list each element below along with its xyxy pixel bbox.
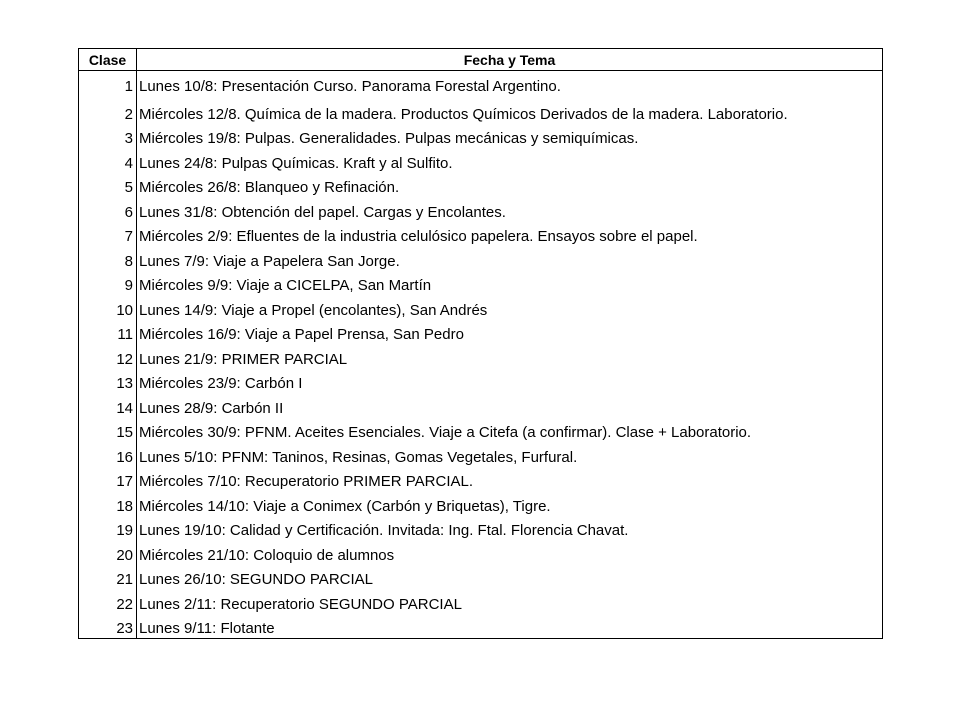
class-topic: Miércoles 23/9: Carbón I (137, 369, 883, 394)
class-number: 4 (79, 148, 137, 173)
table-header (79, 49, 883, 71)
class-number: 12 (79, 344, 137, 369)
table-row (79, 442, 883, 467)
table-row (79, 124, 883, 149)
class-topic: Lunes 24/8: Pulpas Químicas. Kraft y al Sulfito. (137, 148, 883, 173)
table-row (79, 197, 883, 222)
class-number: 15 (79, 418, 137, 443)
table-row (79, 418, 883, 443)
class-topic: Miércoles 2/9: Efluentes de la industria celulósico papelera. Ensayos sobre el papel. (137, 222, 883, 247)
table-row (79, 565, 883, 590)
class-topic: Miércoles 12/8. Química de la madera. Productos Químicos Derivados de la madera. Laboratorio. (137, 96, 883, 124)
class-topic: Miércoles 9/9: Viaje a CICELPA, San Martín (137, 271, 883, 296)
class-number: 5 (79, 173, 137, 198)
table-row (79, 614, 883, 639)
class-topic: Lunes 10/8: Presentación Curso. Panorama Forestal Argentino. (137, 71, 883, 96)
class-topic: Miércoles 30/9: PFNM. Aceites Esenciales. Viaje a Citefa (a confirmar). Clase + Laboratorio. (137, 418, 883, 443)
class-number: 10 (79, 295, 137, 320)
class-number: 22 (79, 589, 137, 614)
class-topic: Lunes 31/8: Obtención del papel. Cargas y Encolantes. (137, 197, 883, 222)
class-topic: Lunes 21/9: PRIMER PARCIAL (137, 344, 883, 369)
class-number: 2 (79, 96, 137, 124)
class-number: 6 (79, 197, 137, 222)
table-row (79, 295, 883, 320)
class-topic: Lunes 19/10: Calidad y Certificación. Invitada: Ing. Ftal. Florencia Chavat. (137, 516, 883, 541)
class-number: 8 (79, 246, 137, 271)
table-row (79, 96, 883, 124)
table-row (79, 148, 883, 173)
class-number: 19 (79, 516, 137, 541)
table-row (79, 369, 883, 394)
table-row (79, 516, 883, 541)
table-row (79, 246, 883, 271)
header-clase: Clase (79, 49, 137, 71)
class-number: 21 (79, 565, 137, 590)
class-number: 14 (79, 393, 137, 418)
class-number: 1 (79, 71, 137, 96)
class-topic: Miércoles 19/8: Pulpas. Generalidades. Pulpas mecánicas y semiquímicas. (137, 124, 883, 149)
table-row (79, 344, 883, 369)
class-topic: Lunes 9/11: Flotante (137, 614, 883, 639)
table-body (79, 71, 883, 639)
table-row (79, 173, 883, 198)
class-topic: Miércoles 21/10: Coloquio de alumnos (137, 540, 883, 565)
table-row (79, 589, 883, 614)
header-row (79, 49, 883, 71)
table-row (79, 271, 883, 296)
class-topic: Miércoles 7/10: Recuperatorio PRIMER PARCIAL. (137, 467, 883, 492)
header-fecha-y-tema: Fecha y Tema (137, 49, 883, 71)
class-number: 7 (79, 222, 137, 247)
class-topic: Miércoles 26/8: Blanqueo y Refinación. (137, 173, 883, 198)
class-topic: Lunes 28/9: Carbón II (137, 393, 883, 418)
class-number: 23 (79, 614, 137, 639)
table-row (79, 491, 883, 516)
class-number: 20 (79, 540, 137, 565)
table-row (79, 540, 883, 565)
table-row (79, 320, 883, 345)
class-topic: Lunes 2/11: Recuperatorio SEGUNDO PARCIAL (137, 589, 883, 614)
class-topic: Lunes 26/10: SEGUNDO PARCIAL (137, 565, 883, 590)
class-number: 11 (79, 320, 137, 345)
table-row (79, 393, 883, 418)
class-topic: Lunes 14/9: Viaje a Propel (encolantes), San Andrés (137, 295, 883, 320)
table-row (79, 222, 883, 247)
table-row (79, 467, 883, 492)
class-number: 13 (79, 369, 137, 394)
class-number: 3 (79, 124, 137, 149)
class-topic: Lunes 7/9: Viaje a Papelera San Jorge. (137, 246, 883, 271)
class-number: 16 (79, 442, 137, 467)
class-number: 17 (79, 467, 137, 492)
class-number: 9 (79, 271, 137, 296)
class-topic: Miércoles 14/10: Viaje a Conimex (Carbón y Briquetas), Tigre. (137, 491, 883, 516)
schedule-table (78, 48, 883, 639)
class-topic: Lunes 5/10: PFNM: Taninos, Resinas, Gomas Vegetales, Furfural. (137, 442, 883, 467)
class-number: 18 (79, 491, 137, 516)
table-row (79, 71, 883, 96)
class-topic: Miércoles 16/9: Viaje a Papel Prensa, San Pedro (137, 320, 883, 345)
